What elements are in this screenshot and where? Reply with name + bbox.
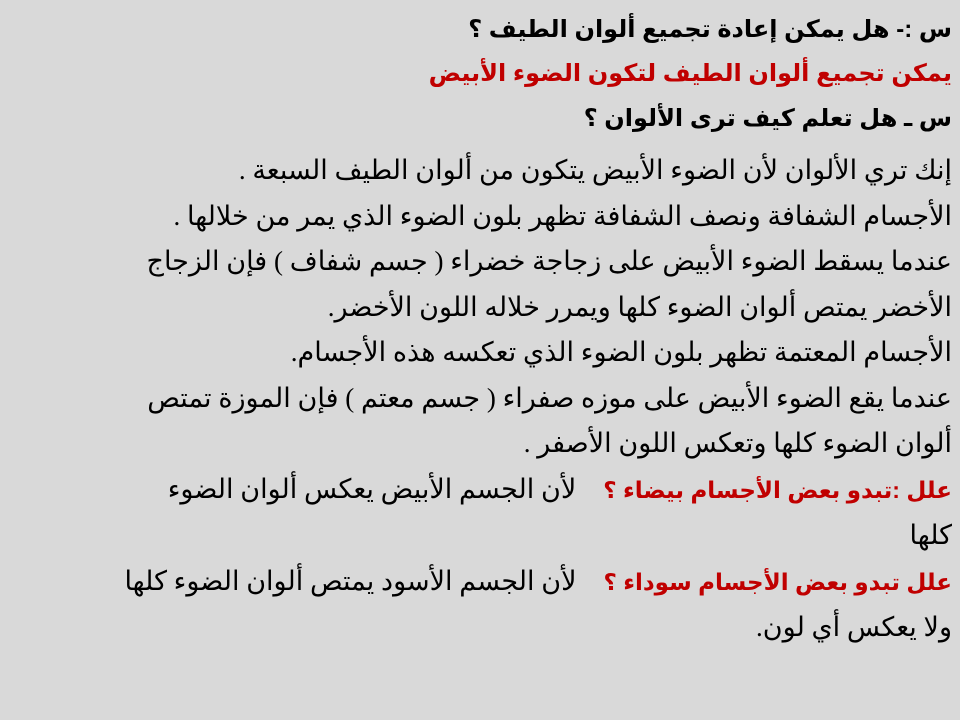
body-line-7: ألوان الضوء كلها وتعكس اللون الأصفر .: [523, 428, 952, 458]
question-2: س ـ هل تعلم كيف ترى الألوان ؟: [583, 105, 952, 132]
question-1: س :- هل يمكن إعادة تجميع ألوان الطيف ؟: [468, 16, 952, 43]
reason-2-question: علل تبدو بعض الأجسام سوداء ؟: [603, 568, 952, 595]
reason-1-question: علل :تبدو بعض الأجسام بيضاء ؟: [603, 476, 952, 503]
body-line-6: عندما يقع الضوء الأبيض على موزه صفراء ( جسم معتم ) فإن الموزة تمتص: [147, 382, 952, 413]
body-line-3: عندما يسقط الضوء الأبيض على زجاجة خضراء ( جسم شفاف ) فإن الزجاج: [146, 246, 952, 276]
reason-1-line: [40, 467, 952, 514]
reason-2-line: [40, 559, 952, 606]
body-line-4: الأخضر يمتص ألوان الضوء كلها ويمرر خلاله اللون الأخضر.: [327, 291, 952, 322]
reason-2-answer-cont: ولا يعكس أي لون.: [756, 612, 952, 642]
body-line-2: الأجسام الشفافة ونصف الشفافة تظهر بلون الضوء الذي يمر من خلالها .: [173, 200, 952, 231]
body-line-5: الأجسام المعتمة تظهر بلون الضوء الذي تعكسه هذه الأجسام.: [290, 337, 952, 367]
body-line-1: إنك تري الألوان لأن الضوء الأبيض يتكون من ألوان الطيف السبعة .: [238, 155, 952, 185]
explanation-text: [40, 148, 952, 651]
reason-1-answer: لأن الجسم الأبيض يعكس ألوان الضوء: [167, 473, 577, 504]
reason-2-answer: لأن الجسم الأسود يمتص ألوان الضوء كلها: [124, 565, 577, 596]
answer-1: يمكن تجميع ألوان الطيف لتكون الضوء الأبيض: [428, 60, 952, 87]
reason-1-answer-cont: كلها: [909, 520, 952, 550]
